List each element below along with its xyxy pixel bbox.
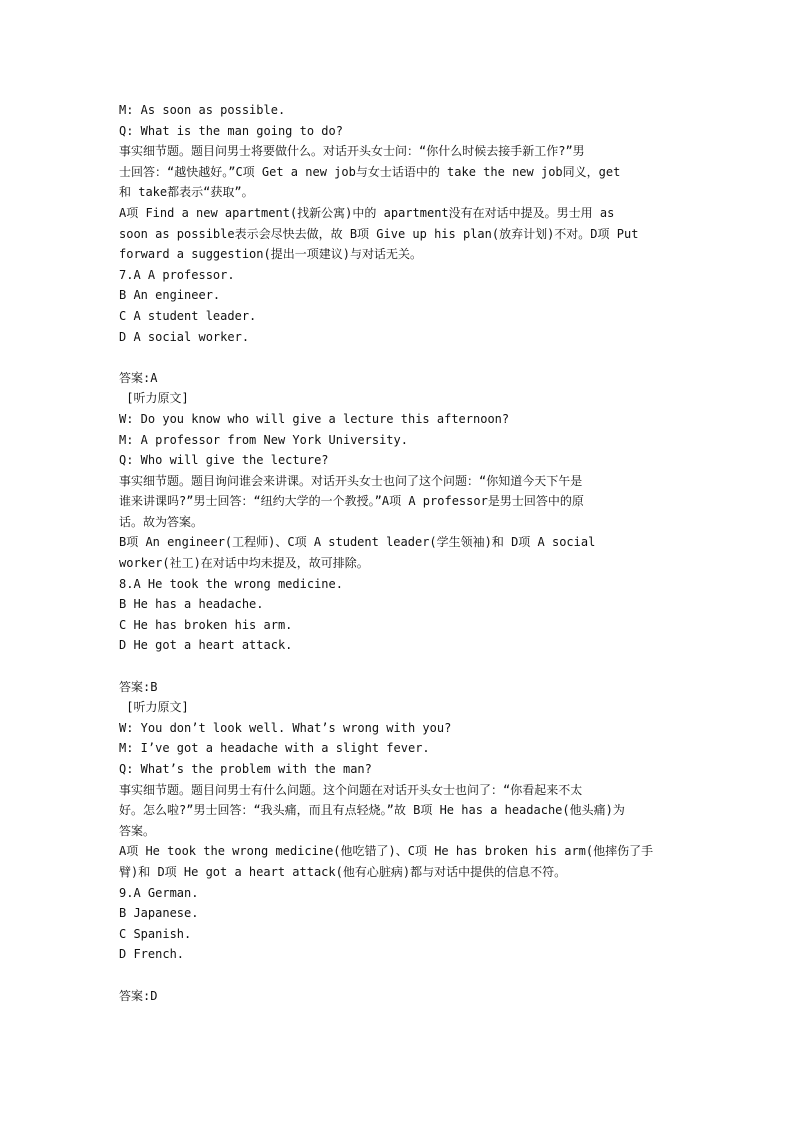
blank-line [119,656,699,677]
text-line: worker(社工)在对话中均未提及，故可排除。 [119,556,369,571]
text-line: 答案:D [119,988,158,1003]
blank-line [119,965,699,986]
text-line: Q: What’s the problem with the man? [119,762,372,776]
text-line: C Spanish. [119,926,192,941]
text-line: 事实细节题。题目问男士有什么问题。这个问题在对话开头女士也问了：“你看起来不太 [119,782,583,797]
text-line: 臂)和 D项 He got a heart attack(他有心脏病)都与对话中提供的信息不符。 [119,864,567,879]
text-line: [听力原文] [119,700,189,715]
text-line: 9.A German. [119,885,199,900]
text-line: W: You don’t look well. What’s wrong with you? [119,720,452,735]
text-line: W: Do you know who will give a lecture this afternoon? [119,411,510,426]
text-line: 话。故为答案。 [119,514,204,529]
text-line: 7.A A professor. [119,267,235,282]
text-line: 事实细节题。题目问男士将要做什么。对话开头女士问：“你什么时候去接手新工作?”男 [119,144,585,159]
text-line: 答案:A [119,370,158,385]
text-line: 和 take都表示“获取”。 [119,185,254,200]
text-line: C He has broken his arm. [119,617,293,632]
text-line: 事实细节题。题目询问谁会来讲课。对话开头女士也问了这个问题：“你知道今天下午是 [119,473,583,488]
text-line: Q: Who will give the lecture? [119,453,329,468]
text-line: B Japanese. [119,906,199,921]
text-line: B项 An engineer(工程师)、C项 A student leader(学生领袖)和 D项 A social [119,535,596,550]
text-line: A项 Find a new apartment(找新公寓)中的 apartment没有在对话中提及。男士用 as [119,205,615,220]
text-line: M: A professor from New York University. [119,432,408,447]
text-line: forward a suggestion(提出一项建议)与对话无关。 [119,247,422,262]
document-page [119,100,699,1006]
text-line: [听力原文] [119,391,189,406]
text-line: 答案。 [119,823,156,838]
text-line: 士回答：“越快越好。”C项 Get a new job与女士话语中的 take the new job同义，get [119,164,621,179]
text-line: 答案:B [119,679,158,694]
text-line: C A student leader. [119,308,257,323]
text-line: 8.A He took the wrong medicine. [119,576,343,591]
text-line: A项 He took the wrong medicine(他吃错了)、C项 He has broken his arm(他摔伤了手 [119,844,654,859]
text-line: B An engineer. [119,288,221,303]
text-line: Q: What is the man going to do? [119,123,343,138]
text-line: D A social worker. [119,329,250,344]
blank-line [119,347,699,368]
text-line: 谁来讲课吗?”男士回答：“纽约大学的一个教授。”A项 A professor是男士回答中的原 [119,494,584,509]
text-line: M: I’ve got a headache with a slight fever. [119,741,430,756]
text-line: 好。怎么啦?”男士回答：“我头痛，而且有点轻烧。”故 B项 He has a headache(他头痛)为 [119,803,625,818]
text-line: B He has a headache. [119,597,264,612]
text-line: D He got a heart attack. [119,638,293,653]
text-line: M: As soon as possible. [119,103,286,117]
text-line: D French. [119,947,185,962]
text-line: soon as possible表示会尽快去做，故 B项 Give up his plan(放弃计划)不对。D项 Put [119,226,639,241]
